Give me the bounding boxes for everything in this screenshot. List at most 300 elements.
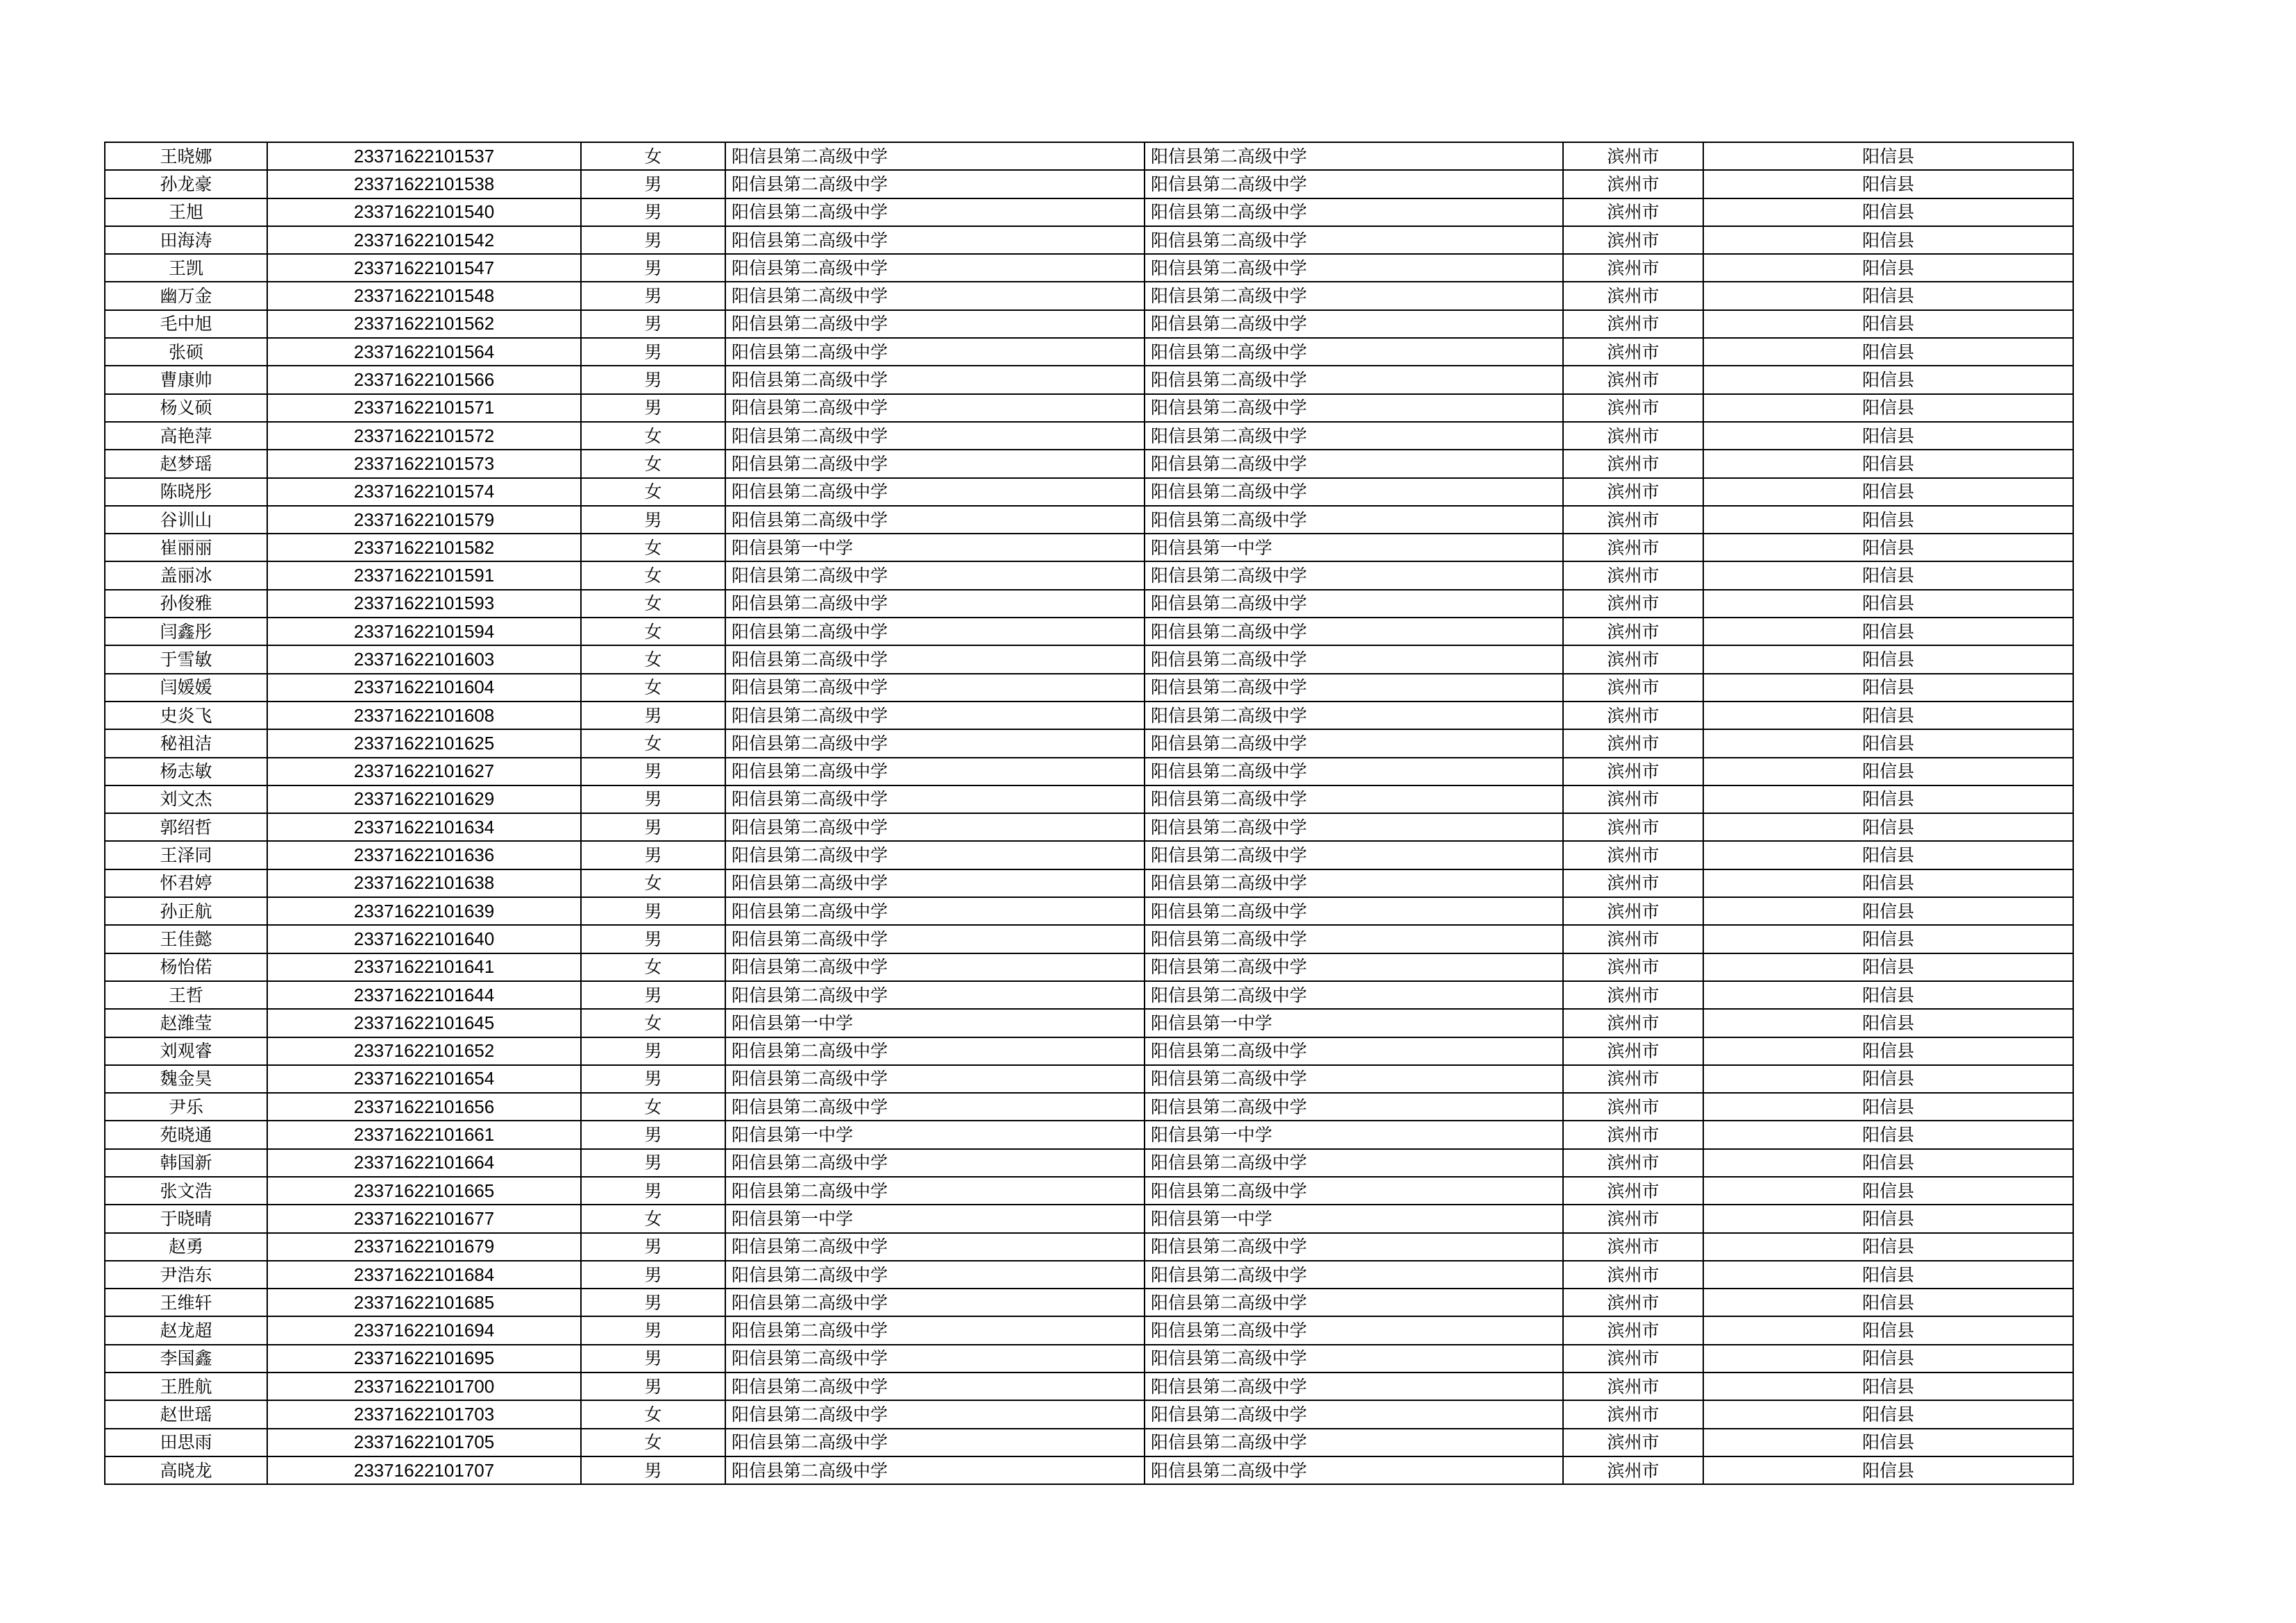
registered-school-cell: 阳信县第一中学 [1145,1009,1563,1037]
county-cell: 阳信县 [1703,674,2073,702]
table-row [105,729,2073,757]
school-cell: 阳信县第二高级中学 [725,198,1145,226]
student-name-cell: 魏金昊 [105,1065,267,1093]
school-cell: 阳信县第一中学 [725,534,1145,561]
city-cell: 滨州市 [1563,1261,1703,1289]
school-cell: 阳信县第二高级中学 [725,645,1145,673]
exam-id-cell: 23371622101547 [267,254,581,282]
student-name-cell: 张硕 [105,338,267,366]
school-cell: 阳信县第二高级中学 [725,254,1145,282]
school-cell: 阳信县第二高级中学 [725,1400,1145,1428]
county-cell: 阳信县 [1703,1456,2073,1484]
county-cell: 阳信县 [1703,590,2073,618]
student-name-cell: 尹浩东 [105,1261,267,1289]
registered-school-cell: 阳信县第二高级中学 [1145,1177,1563,1205]
student-name-cell: 田思雨 [105,1429,267,1456]
gender-cell: 男 [581,1233,725,1261]
city-cell: 滨州市 [1563,1373,1703,1400]
county-cell: 阳信县 [1703,226,2073,254]
table-row [105,981,2073,1009]
county-cell: 阳信县 [1703,785,2073,813]
gender-cell: 男 [581,813,725,841]
city-cell: 滨州市 [1563,1205,1703,1232]
table-row [105,702,2073,729]
table-row [105,1093,2073,1121]
table-row [105,1205,2073,1232]
student-name-cell: 杨志敏 [105,758,267,785]
city-cell: 滨州市 [1563,561,1703,589]
county-cell: 阳信县 [1703,1009,2073,1037]
registered-school-cell: 阳信县第一中学 [1145,1205,1563,1232]
student-name-cell: 苑晓通 [105,1121,267,1148]
exam-id-cell: 23371622101645 [267,1009,581,1037]
table-row [105,897,2073,925]
registered-school-cell: 阳信县第二高级中学 [1145,394,1563,422]
exam-id-cell: 23371622101700 [267,1373,581,1400]
student-name-cell: 王佳懿 [105,925,267,953]
city-cell: 滨州市 [1563,254,1703,282]
gender-cell: 女 [581,674,725,702]
gender-cell: 男 [581,702,725,729]
exam-id-cell: 23371622101654 [267,1065,581,1093]
exam-id-cell: 23371622101591 [267,561,581,589]
exam-id-cell: 23371622101703 [267,1400,581,1428]
county-cell: 阳信县 [1703,1261,2073,1289]
gender-cell: 女 [581,645,725,673]
student-name-cell: 杨义硕 [105,394,267,422]
city-cell: 滨州市 [1563,645,1703,673]
school-cell: 阳信县第二高级中学 [725,590,1145,618]
exam-id-cell: 23371622101634 [267,813,581,841]
gender-cell: 女 [581,1205,725,1232]
exam-id-cell: 23371622101571 [267,394,581,422]
registered-school-cell: 阳信县第二高级中学 [1145,702,1563,729]
exam-id-cell: 23371622101695 [267,1345,581,1373]
school-cell: 阳信县第二高级中学 [725,142,1145,170]
city-cell: 滨州市 [1563,478,1703,506]
table-row [105,674,2073,702]
gender-cell: 男 [581,170,725,198]
gender-cell: 女 [581,561,725,589]
table-row [105,1316,2073,1344]
gender-cell: 女 [581,142,725,170]
school-cell: 阳信县第二高级中学 [725,785,1145,813]
county-cell: 阳信县 [1703,1345,2073,1373]
exam-id-cell: 23371622101566 [267,366,581,393]
student-name-cell: 赵龙超 [105,1316,267,1344]
student-name-cell: 高晓龙 [105,1456,267,1484]
county-cell: 阳信县 [1703,953,2073,981]
table-row [105,198,2073,226]
table-row [105,869,2073,897]
city-cell: 滨州市 [1563,506,1703,534]
student-name-cell: 崔丽丽 [105,534,267,561]
school-cell: 阳信县第二高级中学 [725,1456,1145,1484]
table-row [105,478,2073,506]
gender-cell: 男 [581,1037,725,1065]
school-cell: 阳信县第二高级中学 [725,478,1145,506]
exam-id-cell: 23371622101652 [267,1037,581,1065]
school-cell: 阳信县第二高级中学 [725,394,1145,422]
gender-cell: 男 [581,1345,725,1373]
exam-id-cell: 23371622101644 [267,981,581,1009]
registered-school-cell: 阳信县第二高级中学 [1145,422,1563,450]
school-cell: 阳信县第二高级中学 [725,422,1145,450]
registered-school-cell: 阳信县第二高级中学 [1145,478,1563,506]
gender-cell: 男 [581,1177,725,1205]
city-cell: 滨州市 [1563,1233,1703,1261]
table-row [105,1400,2073,1428]
exam-id-cell: 23371622101627 [267,758,581,785]
gender-cell: 男 [581,338,725,366]
gender-cell: 女 [581,1093,725,1121]
table-row [105,226,2073,254]
county-cell: 阳信县 [1703,618,2073,645]
table-row [105,813,2073,841]
exam-id-cell: 23371622101579 [267,506,581,534]
registered-school-cell: 阳信县第二高级中学 [1145,925,1563,953]
county-cell: 阳信县 [1703,897,2073,925]
county-cell: 阳信县 [1703,394,2073,422]
table-row [105,785,2073,813]
table-row [105,618,2073,645]
gender-cell: 女 [581,450,725,477]
county-cell: 阳信县 [1703,981,2073,1009]
table-row [105,1261,2073,1289]
school-cell: 阳信县第二高级中学 [725,1429,1145,1456]
gender-cell: 男 [581,1121,725,1148]
registered-school-cell: 阳信县第二高级中学 [1145,590,1563,618]
gender-cell: 男 [581,282,725,309]
registered-school-cell: 阳信县第二高级中学 [1145,645,1563,673]
county-cell: 阳信县 [1703,1177,2073,1205]
county-cell: 阳信县 [1703,841,2073,869]
city-cell: 滨州市 [1563,925,1703,953]
student-name-cell: 赵勇 [105,1233,267,1261]
city-cell: 滨州市 [1563,897,1703,925]
gender-cell: 女 [581,1429,725,1456]
registered-school-cell: 阳信县第二高级中学 [1145,1093,1563,1121]
student-name-cell: 怀君婷 [105,869,267,897]
city-cell: 滨州市 [1563,534,1703,561]
city-cell: 滨州市 [1563,226,1703,254]
table-row [105,841,2073,869]
exam-id-cell: 23371622101641 [267,953,581,981]
county-cell: 阳信县 [1703,366,2073,393]
table-row [105,1121,2073,1148]
county-cell: 阳信县 [1703,422,2073,450]
registered-school-cell: 阳信县第二高级中学 [1145,1456,1563,1484]
registered-school-cell: 阳信县第二高级中学 [1145,1261,1563,1289]
student-name-cell: 赵潍莹 [105,1009,267,1037]
gender-cell: 男 [581,1316,725,1344]
registered-school-cell: 阳信县第二高级中学 [1145,1233,1563,1261]
gender-cell: 女 [581,422,725,450]
city-cell: 滨州市 [1563,729,1703,757]
city-cell: 滨州市 [1563,590,1703,618]
student-name-cell: 谷训山 [105,506,267,534]
school-cell: 阳信县第二高级中学 [725,981,1145,1009]
school-cell: 阳信县第二高级中学 [725,226,1145,254]
registered-school-cell: 阳信县第二高级中学 [1145,254,1563,282]
city-cell: 滨州市 [1563,422,1703,450]
registered-school-cell: 阳信县第二高级中学 [1145,198,1563,226]
registered-school-cell: 阳信县第二高级中学 [1145,142,1563,170]
county-cell: 阳信县 [1703,478,2073,506]
student-name-cell: 于雪敏 [105,645,267,673]
gender-cell: 男 [581,1149,725,1177]
county-cell: 阳信县 [1703,645,2073,673]
city-cell: 滨州市 [1563,1289,1703,1316]
gender-cell: 男 [581,310,725,338]
city-cell: 滨州市 [1563,813,1703,841]
registered-school-cell: 阳信县第二高级中学 [1145,897,1563,925]
student-name-cell: 赵世瑶 [105,1400,267,1428]
county-cell: 阳信县 [1703,869,2073,897]
city-cell: 滨州市 [1563,1037,1703,1065]
county-cell: 阳信县 [1703,450,2073,477]
gender-cell: 男 [581,198,725,226]
gender-cell: 男 [581,1456,725,1484]
school-cell: 阳信县第二高级中学 [725,450,1145,477]
exam-id-cell: 23371622101548 [267,282,581,309]
county-cell: 阳信县 [1703,1289,2073,1316]
city-cell: 滨州市 [1563,338,1703,366]
school-cell: 阳信县第二高级中学 [725,338,1145,366]
student-name-cell: 王泽同 [105,841,267,869]
exam-id-cell: 23371622101694 [267,1316,581,1344]
student-name-cell: 赵梦瑶 [105,450,267,477]
city-cell: 滨州市 [1563,1149,1703,1177]
city-cell: 滨州市 [1563,841,1703,869]
city-cell: 滨州市 [1563,1065,1703,1093]
school-cell: 阳信县第二高级中学 [725,561,1145,589]
gender-cell: 女 [581,1400,725,1428]
table-row [105,506,2073,534]
school-cell: 阳信县第二高级中学 [725,1065,1145,1093]
table-row [105,645,2073,673]
county-cell: 阳信县 [1703,310,2073,338]
student-name-cell: 李国鑫 [105,1345,267,1373]
school-cell: 阳信县第二高级中学 [725,1316,1145,1344]
student-name-cell: 刘文杰 [105,785,267,813]
county-cell: 阳信县 [1703,758,2073,785]
table-row [105,170,2073,198]
exam-id-cell: 23371622101656 [267,1093,581,1121]
table-row [105,338,2073,366]
county-cell: 阳信县 [1703,1400,2073,1428]
exam-id-cell: 23371622101640 [267,925,581,953]
student-name-cell: 盖丽冰 [105,561,267,589]
city-cell: 滨州市 [1563,1121,1703,1148]
school-cell: 阳信县第二高级中学 [725,1373,1145,1400]
gender-cell: 男 [581,841,725,869]
exam-id-cell: 23371622101573 [267,450,581,477]
student-name-cell: 王胜航 [105,1373,267,1400]
student-name-cell: 王哲 [105,981,267,1009]
table-row [105,1373,2073,1400]
table-row [105,561,2073,589]
school-cell: 阳信县第二高级中学 [725,310,1145,338]
county-cell: 阳信县 [1703,282,2073,309]
table-row [105,758,2073,785]
city-cell: 滨州市 [1563,1429,1703,1456]
county-cell: 阳信县 [1703,561,2073,589]
student-name-cell: 秘祖洁 [105,729,267,757]
registered-school-cell: 阳信县第二高级中学 [1145,1345,1563,1373]
school-cell: 阳信县第二高级中学 [725,1233,1145,1261]
table-row [105,1429,2073,1456]
county-cell: 阳信县 [1703,1065,2073,1093]
registered-school-cell: 阳信县第二高级中学 [1145,674,1563,702]
registered-school-cell: 阳信县第二高级中学 [1145,841,1563,869]
student-name-cell: 王维轩 [105,1289,267,1316]
city-cell: 滨州市 [1563,869,1703,897]
city-cell: 滨州市 [1563,366,1703,393]
county-cell: 阳信县 [1703,1149,2073,1177]
exam-id-cell: 23371622101604 [267,674,581,702]
table-row [105,953,2073,981]
gender-cell: 男 [581,1065,725,1093]
exam-id-cell: 23371622101608 [267,702,581,729]
student-name-cell: 杨怡偌 [105,953,267,981]
county-cell: 阳信县 [1703,1037,2073,1065]
exam-id-cell: 23371622101625 [267,729,581,757]
county-cell: 阳信县 [1703,198,2073,226]
gender-cell: 女 [581,953,725,981]
county-cell: 阳信县 [1703,142,2073,170]
registered-school-cell: 阳信县第二高级中学 [1145,1429,1563,1456]
city-cell: 滨州市 [1563,310,1703,338]
registered-school-cell: 阳信县第二高级中学 [1145,785,1563,813]
exam-id-cell: 23371622101684 [267,1261,581,1289]
county-cell: 阳信县 [1703,729,2073,757]
exam-id-cell: 23371622101679 [267,1233,581,1261]
exam-id-cell: 23371622101636 [267,841,581,869]
city-cell: 滨州市 [1563,953,1703,981]
registered-school-cell: 阳信县第二高级中学 [1145,1149,1563,1177]
student-name-cell: 孙俊雅 [105,590,267,618]
school-cell: 阳信县第二高级中学 [725,1093,1145,1121]
registered-school-cell: 阳信县第二高级中学 [1145,450,1563,477]
school-cell: 阳信县第二高级中学 [725,1345,1145,1373]
city-cell: 滨州市 [1563,450,1703,477]
registered-school-cell: 阳信县第二高级中学 [1145,506,1563,534]
school-cell: 阳信县第二高级中学 [725,506,1145,534]
school-cell: 阳信县第二高级中学 [725,758,1145,785]
student-name-cell: 曹康帅 [105,366,267,393]
table-row [105,590,2073,618]
student-name-cell: 闫鑫彤 [105,618,267,645]
exam-id-cell: 23371622101582 [267,534,581,561]
registered-school-cell: 阳信县第二高级中学 [1145,366,1563,393]
county-cell: 阳信县 [1703,1373,2073,1400]
county-cell: 阳信县 [1703,1093,2073,1121]
registered-school-cell: 阳信县第二高级中学 [1145,338,1563,366]
student-name-cell: 郭绍哲 [105,813,267,841]
gender-cell: 男 [581,226,725,254]
gender-cell: 男 [581,254,725,282]
city-cell: 滨州市 [1563,618,1703,645]
city-cell: 滨州市 [1563,1009,1703,1037]
gender-cell: 女 [581,618,725,645]
registered-school-cell: 阳信县第二高级中学 [1145,310,1563,338]
gender-cell: 女 [581,729,725,757]
school-cell: 阳信县第二高级中学 [725,366,1145,393]
county-cell: 阳信县 [1703,1205,2073,1232]
registered-school-cell: 阳信县第二高级中学 [1145,1289,1563,1316]
school-cell: 阳信县第一中学 [725,1009,1145,1037]
student-name-cell: 刘观睿 [105,1037,267,1065]
registered-school-cell: 阳信县第一中学 [1145,1121,1563,1148]
city-cell: 滨州市 [1563,198,1703,226]
registered-school-cell: 阳信县第一中学 [1145,534,1563,561]
county-cell: 阳信县 [1703,925,2073,953]
table-row [105,1456,2073,1484]
student-name-cell: 毛中旭 [105,310,267,338]
student-name-cell: 王旭 [105,198,267,226]
registered-school-cell: 阳信县第二高级中学 [1145,1316,1563,1344]
gender-cell: 男 [581,981,725,1009]
table-row [105,450,2073,477]
school-cell: 阳信县第一中学 [725,1121,1145,1148]
registered-school-cell: 阳信县第二高级中学 [1145,1065,1563,1093]
county-cell: 阳信县 [1703,1429,2073,1456]
city-cell: 滨州市 [1563,142,1703,170]
city-cell: 滨州市 [1563,1345,1703,1373]
county-cell: 阳信县 [1703,813,2073,841]
school-cell: 阳信县第二高级中学 [725,729,1145,757]
table-row [105,1065,2073,1093]
exam-id-cell: 23371622101707 [267,1456,581,1484]
student-name-cell: 史炎飞 [105,702,267,729]
city-cell: 滨州市 [1563,1093,1703,1121]
school-cell: 阳信县第一中学 [725,1205,1145,1232]
registered-school-cell: 阳信县第二高级中学 [1145,170,1563,198]
table-row [105,282,2073,309]
county-cell: 阳信县 [1703,254,2073,282]
student-name-cell: 于晓晴 [105,1205,267,1232]
gender-cell: 男 [581,758,725,785]
registered-school-cell: 阳信县第二高级中学 [1145,869,1563,897]
gender-cell: 男 [581,925,725,953]
exam-id-cell: 23371622101685 [267,1289,581,1316]
gender-cell: 女 [581,534,725,561]
county-cell: 阳信县 [1703,702,2073,729]
registered-school-cell: 阳信县第二高级中学 [1145,282,1563,309]
student-name-cell: 王晓娜 [105,142,267,170]
school-cell: 阳信县第二高级中学 [725,897,1145,925]
table-row [105,1233,2073,1261]
city-cell: 滨州市 [1563,1316,1703,1344]
registered-school-cell: 阳信县第二高级中学 [1145,758,1563,785]
gender-cell: 男 [581,1261,725,1289]
gender-cell: 女 [581,478,725,506]
exam-id-cell: 23371622101639 [267,897,581,925]
registered-school-cell: 阳信县第二高级中学 [1145,981,1563,1009]
city-cell: 滨州市 [1563,702,1703,729]
school-cell: 阳信县第二高级中学 [725,1261,1145,1289]
registered-school-cell: 阳信县第二高级中学 [1145,561,1563,589]
city-cell: 滨州市 [1563,1456,1703,1484]
exam-id-cell: 23371622101629 [267,785,581,813]
school-cell: 阳信县第二高级中学 [725,1289,1145,1316]
gender-cell: 男 [581,1289,725,1316]
registered-school-cell: 阳信县第二高级中学 [1145,813,1563,841]
table-row [105,394,2073,422]
city-cell: 滨州市 [1563,1400,1703,1428]
school-cell: 阳信县第二高级中学 [725,702,1145,729]
